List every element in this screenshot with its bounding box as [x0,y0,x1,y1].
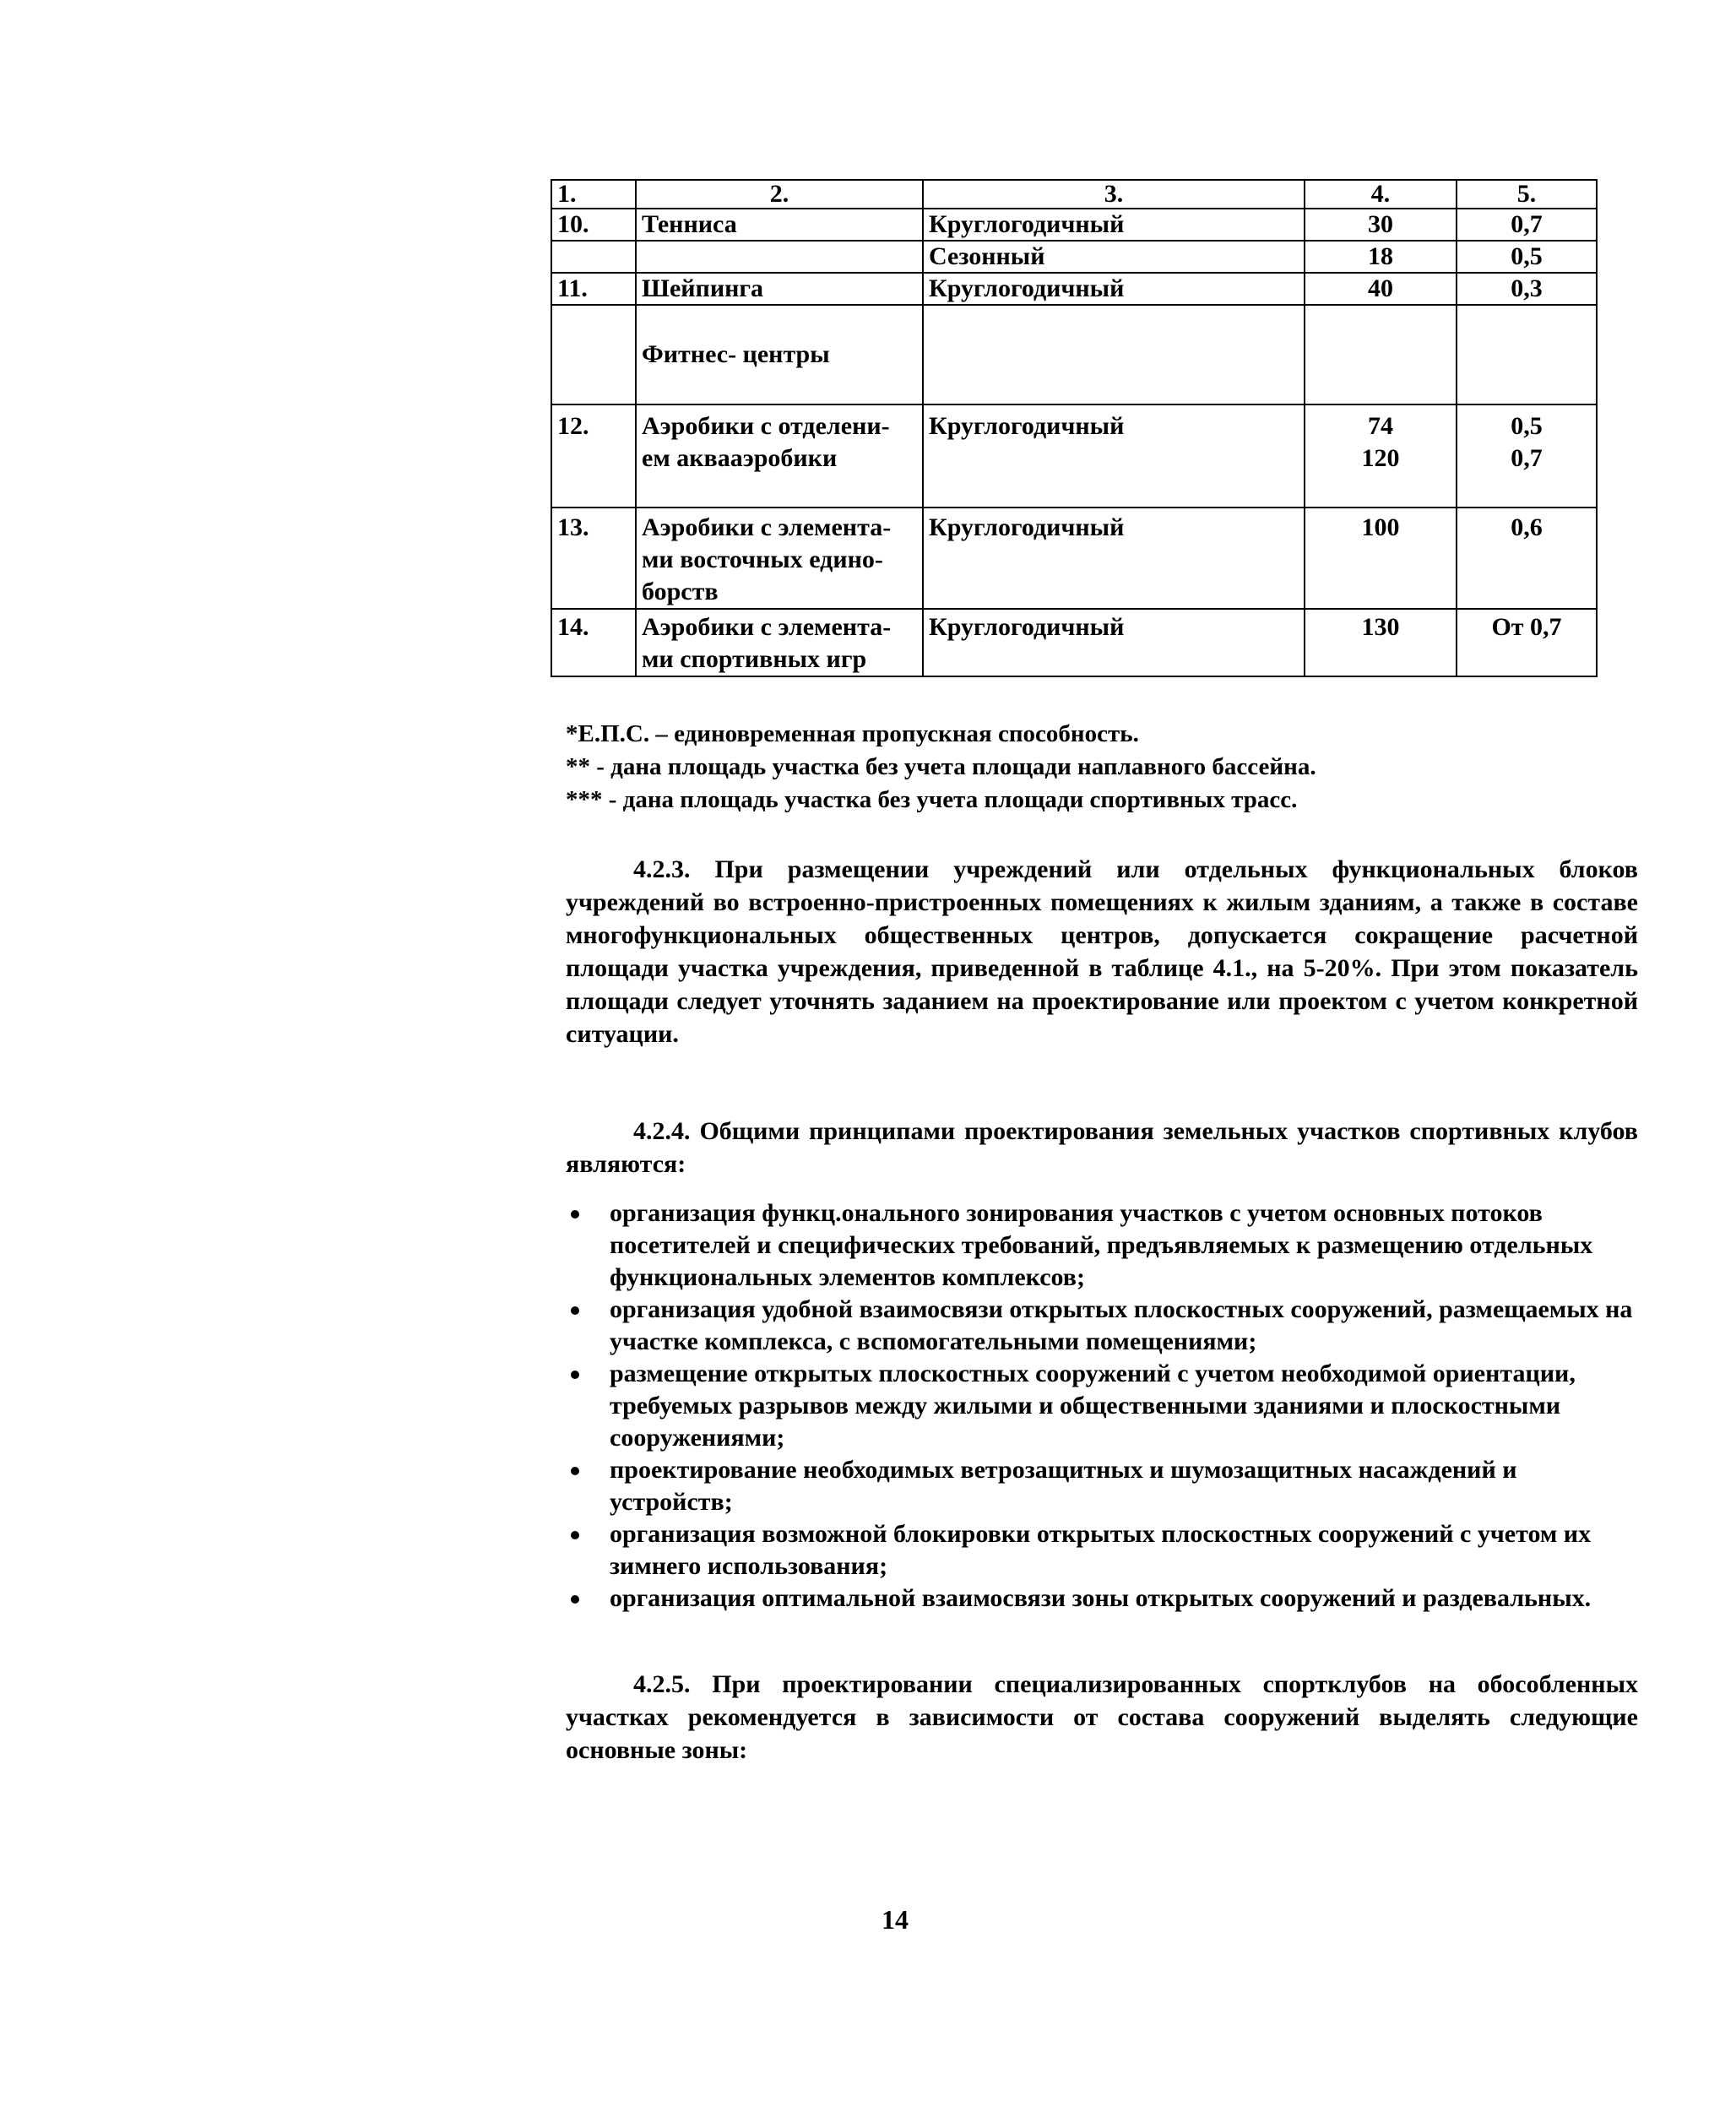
list-item-text: организация оптимальной взаимосвязи зоны открытых сооружений и раздевальных. [610,1584,1592,1612]
row-mode: Сезонный [923,241,1305,273]
row-number: 11. [551,273,636,305]
row-name [636,241,923,273]
header-cell: 4. [1305,180,1457,209]
list-item [566,1582,1638,1615]
list-item-text: организация удобной взаимосвязи открытых плоскостных сооружений, размещаемых на участке комплекса, с вспомогательными помещениями; [610,1295,1633,1355]
footnote: ** - дана площадь участка без учета площади наплавного бассейна. [566,753,1316,780]
row-area: 130 [1305,609,1457,676]
page-number: 14 [882,1904,909,1935]
row-coef [1457,404,1597,508]
row-name: Аэробики с отделени-ем аквааэробики [636,404,923,508]
row-name: Аэробики с элемента-ми восточных едино-борств [636,508,923,609]
bullet-icon [571,1467,579,1475]
area-value: 74 [1368,412,1393,440]
table-row [551,609,1597,676]
bullet-icon [571,1210,579,1219]
table-header-row [551,180,1597,209]
list-item [566,1518,1638,1582]
coef-value: 0,5 [1511,412,1543,440]
list-item-text: размещение открытых плоскостных сооружений с учетом необходимой ориентации, требуемых разрывов между жилыми и общественными зданиями и плоскостными сооружениями; [610,1360,1576,1452]
row-coef: 0,6 [1457,508,1597,609]
row-mode: Круглогодичный [923,404,1305,508]
list-item [566,1454,1638,1518]
table-footnotes [566,718,1316,817]
bullet-icon [571,1531,579,1539]
row-name: Тенниса [636,209,923,241]
list-item-text: организация возможной блокировки открытых плоскостных сооружений с учетом их зимнего использования; [610,1520,1592,1580]
list-item [566,1197,1638,1294]
row-number: 12. [551,404,636,508]
row-coef [1457,305,1597,404]
row-area [1305,305,1457,404]
paragraph-4-2-4: 4.2.4. Общими принципами проектирования земельных участков спортивных клубов являются: [566,1117,1638,1178]
row-name: Аэробики с элемента-ми спортивных игр [636,609,923,676]
row-mode: Круглогодичный [923,609,1305,676]
section-title: Фитнес- центры [636,305,923,404]
footnote: *Е.П.С. – единовременная пропускная способность. [566,720,1139,747]
paragraph-4-2-3: 4.2.3. При размещении учреждений или отдельных функциональных блоков учреждений во встроенно-пристроенных помещениях к жилым зданиям, а также в составе многофункциональных общественных центров, допускается сокращение расчетной площади участка учреждения, приведенной в таблице 4.1., на 5-20%. При этом показатель площади следует уточнять заданием на проектирование или проектом с учетом конкретной ситуации. [566,855,1638,1048]
row-number: 10. [551,209,636,241]
area-value-2: 120 [1361,444,1400,472]
row-area: 18 [1305,241,1457,273]
principles-list [566,1197,1638,1615]
paragraph-4-2-5: 4.2.5. При проектировании специализированных спортклубов на обособленных участках рекомендуется в зависимости от состава сооружений выделять следующие основные зоны: [566,1670,1638,1764]
table-row [551,273,1597,305]
row-area: 100 [1305,508,1457,609]
table-row [551,209,1597,241]
row-number: 14. [551,609,636,676]
bullet-icon [571,1371,579,1379]
row-mode: Круглогодичный [923,508,1305,609]
table-row [551,241,1597,273]
row-area [1305,404,1457,508]
table-row [551,508,1597,609]
table-section-row [551,305,1597,404]
row-mode: Круглогодичный [923,273,1305,305]
header-cell: 3. [923,180,1305,209]
row-coef: 0,3 [1457,273,1597,305]
row-mode: Круглогодичный [923,209,1305,241]
footnote: *** - дана площадь участка без учета площади спортивных трасс. [566,786,1298,813]
facility-table [551,179,1598,677]
bullet-icon [571,1306,579,1315]
bullet-icon [571,1595,579,1604]
row-number: 13. [551,508,636,609]
list-item [566,1358,1638,1454]
row-area: 30 [1305,209,1457,241]
row-mode [923,305,1305,404]
row-name: Шейпинга [636,273,923,305]
row-coef: 0,5 [1457,241,1597,273]
header-cell: 2. [636,180,923,209]
row-area: 40 [1305,273,1457,305]
list-item-text: проектирование необходимых ветрозащитных и шумозащитных насаждений и устройств; [610,1456,1517,1516]
header-cell: 1. [551,180,636,209]
list-item-text: организация функц.онального зонирования участков с учетом основных потоков посетителей и специфических требований, предъявляемых к размещению отдельных функциональных элементов комплексов; [610,1199,1593,1291]
header-cell: 5. [1457,180,1597,209]
coef-value-2: 0,7 [1511,444,1543,472]
table-row [551,404,1597,508]
row-coef: 0,7 [1457,209,1597,241]
row-number [551,305,636,404]
list-item [566,1294,1638,1358]
row-number [551,241,636,273]
row-coef: От 0,7 [1457,609,1597,676]
